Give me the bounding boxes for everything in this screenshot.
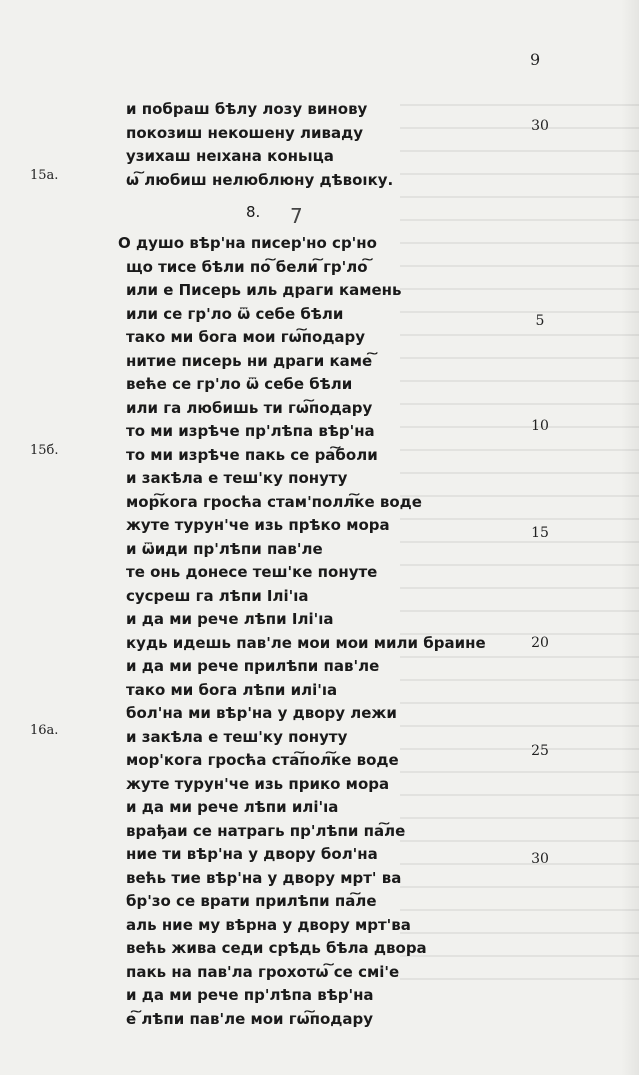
folio-ref: 16a. xyxy=(30,723,59,738)
verse-line: и да ми рече лѣпи илі'ıа xyxy=(126,798,339,816)
verse-line: те онь донесе теш'ке понуте xyxy=(126,563,378,581)
page-number: 9 xyxy=(530,50,541,69)
verse-line: веће се гр'ло ѿ себе бѣли xyxy=(126,375,353,393)
page-edge xyxy=(621,0,639,1075)
verse-line: покозиш некошену ливаду xyxy=(126,123,364,142)
line-number: 25 xyxy=(531,743,549,759)
verse-line: бр'зо се врати прилѣпи па͠ле xyxy=(126,892,377,910)
verse-line: нитие писерь ни драги каме͠ xyxy=(126,351,373,370)
verse-line: или се гр'ло ѿ себе бѣли xyxy=(126,304,344,323)
verse-line: мор͠кога гросћа стам'полл͠ке воде xyxy=(126,492,422,511)
verse-line: врађаи се натрагь пр'лѣпи па͠ле xyxy=(126,821,406,840)
verse-line: О душо вѣр'на писер'но ср'но xyxy=(118,234,377,252)
verse-line: е͠ лѣпи пав'ле мои гѡ͠подару xyxy=(126,1009,374,1028)
section-mark: 7 xyxy=(290,204,303,228)
verse-line: већь тие вѣр'на у двору мрт' ва xyxy=(126,868,402,887)
verse-line: то ми изрѣче пакь се ра͠боли xyxy=(126,445,378,464)
line-number: 15 xyxy=(531,525,549,541)
verse-line: и да ми рече лѣпи Ілі'ıа xyxy=(126,610,334,628)
verse-line: тако ми бога мои гѡ͠подару xyxy=(126,328,366,346)
line-number: 30 xyxy=(531,851,549,867)
verse-line: и закѣла е теш'ку понуту xyxy=(126,727,348,746)
verse-line: жуте турун'че изь прѣко мора xyxy=(126,516,390,534)
verse-line: аль ние му вѣрна у двору мрт'ва xyxy=(126,915,411,934)
line-number: 20 xyxy=(531,635,549,651)
verse-line: то ми изрѣче пр'лѣпа вѣр'на xyxy=(126,422,375,440)
verse-line: узихаш неıхана коньıца xyxy=(126,147,334,165)
section-heading xyxy=(126,192,506,232)
verse-line: и да ми рече прилѣпи пав'ле xyxy=(126,657,380,675)
verse-line: или е Писерь иль драги камень xyxy=(126,281,402,299)
line-number: 10 xyxy=(531,418,549,434)
verse-line: жуте турун'че изь прико мора xyxy=(126,774,390,793)
verse-line: и закѣла е теш'ку понуту xyxy=(126,469,348,487)
verse-line: и да ми рече пр'лѣпа вѣр'на xyxy=(126,986,374,1004)
verse-line: тако ми бога лѣпи илі'ıа xyxy=(126,680,338,699)
folio-ref: 15a. xyxy=(30,168,59,183)
verse-line: ѡ͠ любиш нелюблюну дѣвоıку. xyxy=(126,170,394,189)
poem-text xyxy=(118,98,506,1031)
verse-line: кудь идешь пав'ле мои мои мили браине xyxy=(126,633,486,652)
verse-line: већь жива седи срѣдь бѣла двора xyxy=(126,939,427,957)
verse-block-b xyxy=(118,232,506,1031)
verse-line: и побраш бѣлу лозу винову xyxy=(126,100,368,118)
verse-line: ние ти вѣр'на у двору бол'на xyxy=(126,845,378,863)
verse-line: мор'кога гросћа ста͠пол͠ке воде xyxy=(126,751,399,769)
verse-line: пакь на пав'ла грохотѡ͠ се смі'е xyxy=(126,962,400,981)
section-number: 8. xyxy=(246,203,261,221)
verse-line: бол'на ми вѣр'на у двору лежи xyxy=(126,704,397,722)
line-number: 5 xyxy=(535,313,545,329)
verse-line: и ѿиди пр'лѣпи пав'ле xyxy=(126,539,323,558)
line-number: 30 xyxy=(531,118,549,134)
verse-line: що тисе бѣли по͠ бели͠ гр'ло͠ xyxy=(126,257,368,276)
verse-block-a xyxy=(126,98,506,192)
folio-ref: 15б. xyxy=(30,443,59,458)
verse-line: сусреш га лѣпи Ілі'ıа xyxy=(126,586,309,605)
verse-line: или га любишь ти гѡ͠подару xyxy=(126,398,373,417)
